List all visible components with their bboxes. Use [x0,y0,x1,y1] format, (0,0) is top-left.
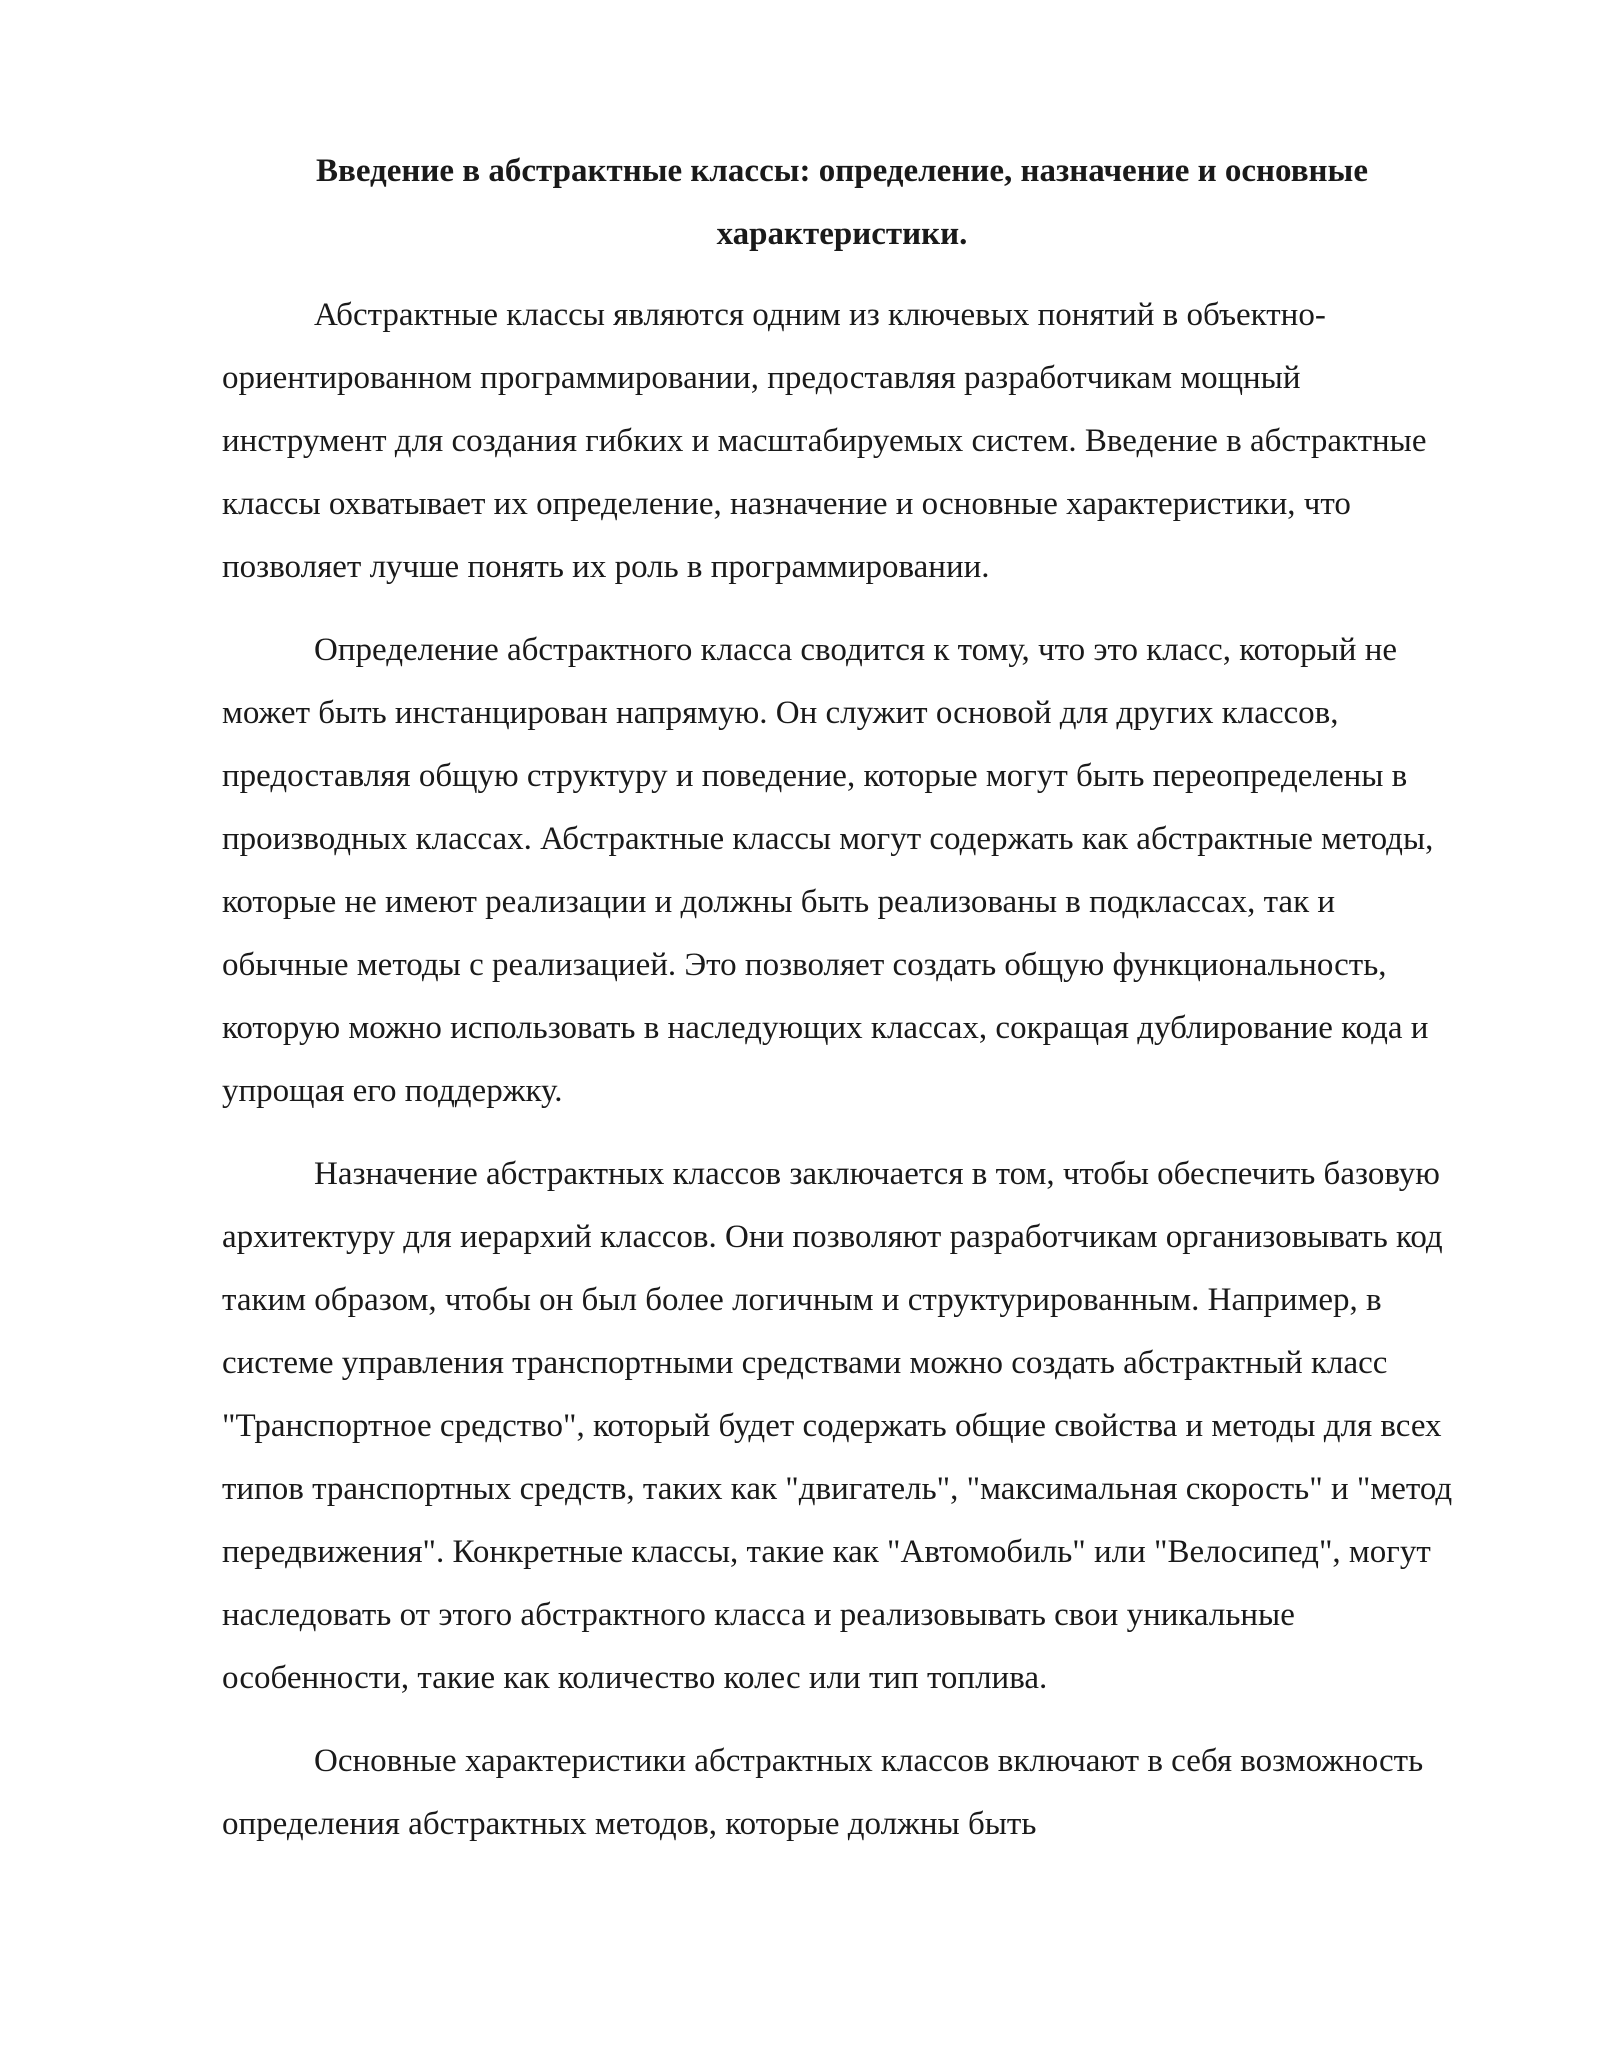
document-title: Введение в абстрактные классы: определение, назначение и основные характеристики. [316,153,1368,252]
paragraph-intro: Абстрактные классы являются одним из ключевых понятий в объектно-ориентированном программировании, предоставляя разработчикам мощный инструмент для создания гибких и масштабируемых систем. Введение в абстрактные классы охватывает их определение, назначение и основные характеристики, что позволяет лучше понять их роль в программировании. [222,297,1427,585]
paragraph-characteristics: Основные характеристики абстрактных классов включают в себя возможность определения абстрактных методов, которые должны быть [222,1743,1424,1842]
paragraph-definition: Определение абстрактного класса сводится к тому, что это класс, который не может быть инстанцирован напрямую. Он служит основой для других классов, предоставляя общую структуру и поведение, которые могут быть переопределены в производных классах. Абстрактные классы могут содержать как абстрактные методы, которые не имеют реализации и должны быть реализованы в подклассах, так и обычные методы с реализацией. Это позволяет создать общую функциональность, которую можно использовать в наследующих классах, сокращая дублирование кода и упрощая его поддержку. [222,632,1434,1109]
paragraph-purpose: Назначение абстрактных классов заключается в том, чтобы обеспечить базовую архитектуру для иерархий классов. Они позволяют разработчикам организовывать код таким образом, чтобы он был более логичным и структурированным. Например, в системе управления транспортными средствами можно создать абстрактный класс "Транспортное средство", который будет содержать общие свойства и методы для всех типов транспортных средств, таких как "двигатель", "максимальная скорость" и "метод передвижения". Конкретные классы, такие как "Автомобиль" или "Велосипед", могут наследовать от этого абстрактного класса и реализовывать свои уникальные особенности, такие как количество колес или тип топлива. [222,1156,1453,1696]
document-body [222,140,1462,1876]
